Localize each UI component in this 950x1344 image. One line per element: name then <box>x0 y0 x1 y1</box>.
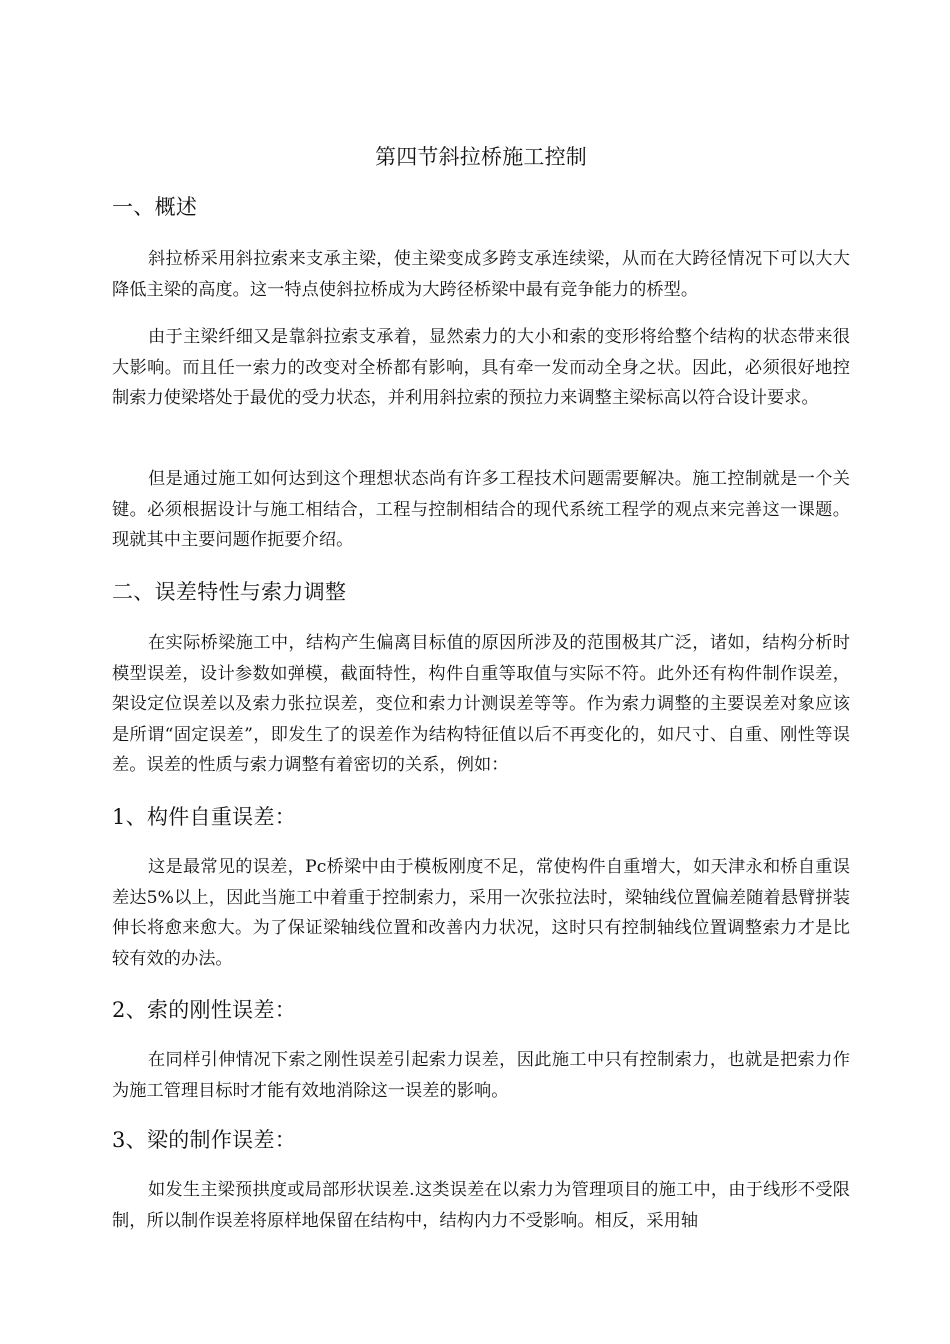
paragraph: 由于主梁纤细又是靠斜拉索支承着，显然索力的大小和索的变形将给整个结构的状态带来很大影响。而且任一索力的改变对全桥都有影响，具有牵一发而动全身之状。因此，必须很好地控制索力使梁塔处于最优的受力状态，并利用斜拉索的预拉力来调整主梁标高以符合设计要求。 <box>112 327 850 408</box>
subsection-heading-cable-stiffness-error: 2、索的刚性误差： <box>112 998 297 1022</box>
document-page <box>112 0 850 1344</box>
paragraph: 在实际桥梁施工中，结构产生偏离目标值的原因所涉及的范围极其广泛，诸如，结构分析时模型误差，设计参数如弹模，截面特性，构件自重等取值与实际不符。此外还有构件制作误差，架设定位误差以及索力张拉误差，变位和索力计测误差等等。作为索力调整的主要误差对象应该是所谓“固定误差”，即发生了的误差作为结构特征值以后不再变化的，如尺寸、自重、刚性等误差。误差的性质与索力调整有着密切的关系，例如： <box>112 633 850 775</box>
subsection-heading-girder-fabrication-error: 3、梁的制作误差： <box>112 1128 297 1152</box>
section-heading-overview: 一、概述 <box>112 195 198 219</box>
section-heading-error-characteristics: 二、误差特性与索力调整 <box>112 580 347 604</box>
paragraph: 如发生主梁预拱度或局部形状误差.这类误差在以索力为管理项目的施工中，由于线形不受限制，所以制作误差将原样地保留在结构中，结构内力不受影响。相反，采用轴 <box>112 1180 850 1231</box>
paragraph: 斜拉桥采用斜拉索来支承主梁，使主梁变成多跨支承连续梁，从而在大跨径情况下可以大大降低主梁的高度。这一特点使斜拉桥成为大跨径桥梁中最有竞争能力的桥型。 <box>112 249 850 300</box>
subsection-heading-self-weight-error: 1、构件自重误差： <box>112 805 297 829</box>
paragraph: 但是通过施工如何达到这个理想状态尚有许多工程技术问题需要解决。施工控制就是一个关键。必须根据设计与施工相结合，工程与控制相结合的现代系统工程学的观点来完善这一课题。现就其中主要问题作扼要介绍。 <box>112 469 850 550</box>
paragraph: 这是最常见的误差，Pc桥梁中由于模板刚度不足，常使构件自重增大，如天津永和桥自重误差达5%以上，因此当施工中着重于控制索力，采用一次张拉法时，梁轴线位置偏差随着悬臂拼装伸长将愈来愈大。为了保证梁轴线位置和改善内力状况，这时只有控制轴线位置调整索力才是比较有效的办法。 <box>112 857 850 969</box>
document-title: 第四节斜拉桥施工控制 <box>375 145 587 169</box>
paragraph: 在同样引伸情况下索之刚性误差引起索力误差，因此施工中只有控制索力，也就是把索力作为施工管理目标时才能有效地消除这一误差的影响。 <box>112 1050 850 1101</box>
